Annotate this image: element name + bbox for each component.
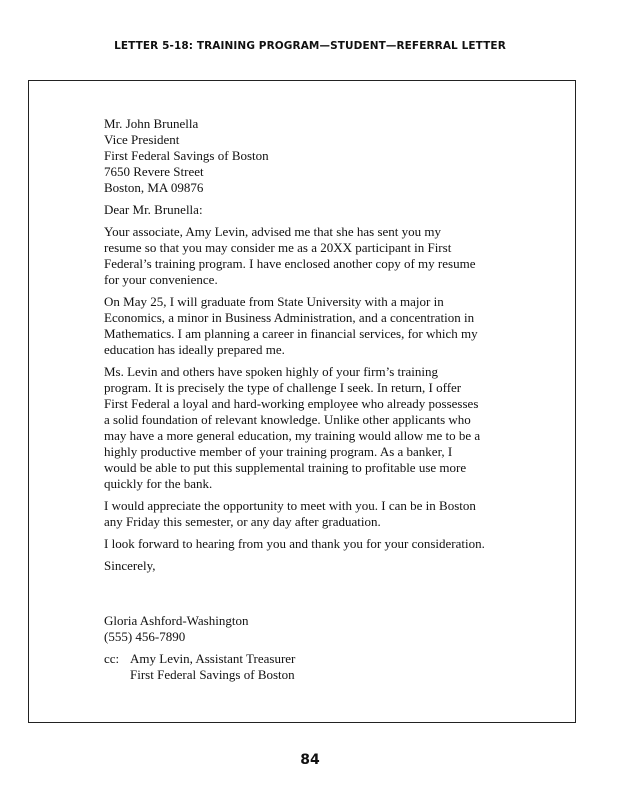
page-number: 84 [300,752,320,768]
recipient-address [104,116,524,196]
paragraph-meeting [104,498,524,530]
paragraph-line: On May 25, I will graduate from State University with a major in [104,294,444,309]
signature-block [104,613,524,645]
cc-recipient: Amy Levin, Assistant Treasurer [130,651,296,666]
recipient-title: Vice President [104,132,180,147]
salutation: Dear Mr. Brunella: [104,202,203,217]
paragraph-line: for your convenience. [104,272,218,287]
signature-phone: (555) 456-7890 [104,629,186,644]
closing: Sincerely, [104,558,156,573]
paragraph-line: Ms. Levin and others have spoken highly of your firm’s training [104,364,438,379]
paragraph-referral [104,224,524,288]
page-header-title: LETTER 5-18: TRAINING PROGRAM—STUDENT—REFERRAL LETTER [114,40,506,52]
paragraph-line: First Federal a loyal and hard-working employee who already possesses [104,396,479,411]
letter-frame [28,80,576,723]
letter-body [104,116,524,683]
paragraph-line: would be able to put this supplemental training to profitable use more [104,460,467,475]
paragraph-line: a solid foundation of relevant knowledge. Unlike other applicants who [104,412,471,427]
paragraph-line: I look forward to hearing from you and thank you for your consideration. [104,536,485,551]
paragraph-thanks [104,536,524,552]
recipient-city: Boston, MA 09876 [104,180,204,195]
paragraph-education [104,294,524,358]
cc-block [104,651,524,683]
cc-recipient: First Federal Savings of Boston [130,667,295,682]
recipient-company: First Federal Savings of Boston [104,148,269,163]
recipient-name: Mr. John Brunella [104,116,199,131]
paragraph-line: Federal’s training program. I have enclosed another copy of my resume [104,256,476,271]
paragraph-qualifications [104,364,524,492]
paragraph-line: quickly for the bank. [104,476,213,491]
paragraph-line: resume so that you may consider me as a 20XX participant in First [104,240,452,255]
paragraph-line: I would appreciate the opportunity to meet with you. I can be in Boston [104,498,476,513]
paragraph-line: highly productive member of your training program. As a banker, I [104,444,453,459]
signature-name: Gloria Ashford-Washington [104,613,249,628]
paragraph-line: program. It is precisely the type of challenge I seek. In return, I offer [104,380,462,395]
cc-label: cc: [104,651,120,666]
paragraph-line: education has ideally prepared me. [104,342,285,357]
paragraph-line: may have a more general education, my training would allow me to be a [104,428,481,443]
paragraph-line: Your associate, Amy Levin, advised me that she has sent you my [104,224,441,239]
paragraph-line: Economics, a minor in Business Administration, and a concentration in [104,310,475,325]
paragraph-line: Mathematics. I am planning a career in financial services, for which my [104,326,478,341]
recipient-street: 7650 Revere Street [104,164,204,179]
paragraph-line: any Friday this semester, or any day after graduation. [104,514,381,529]
